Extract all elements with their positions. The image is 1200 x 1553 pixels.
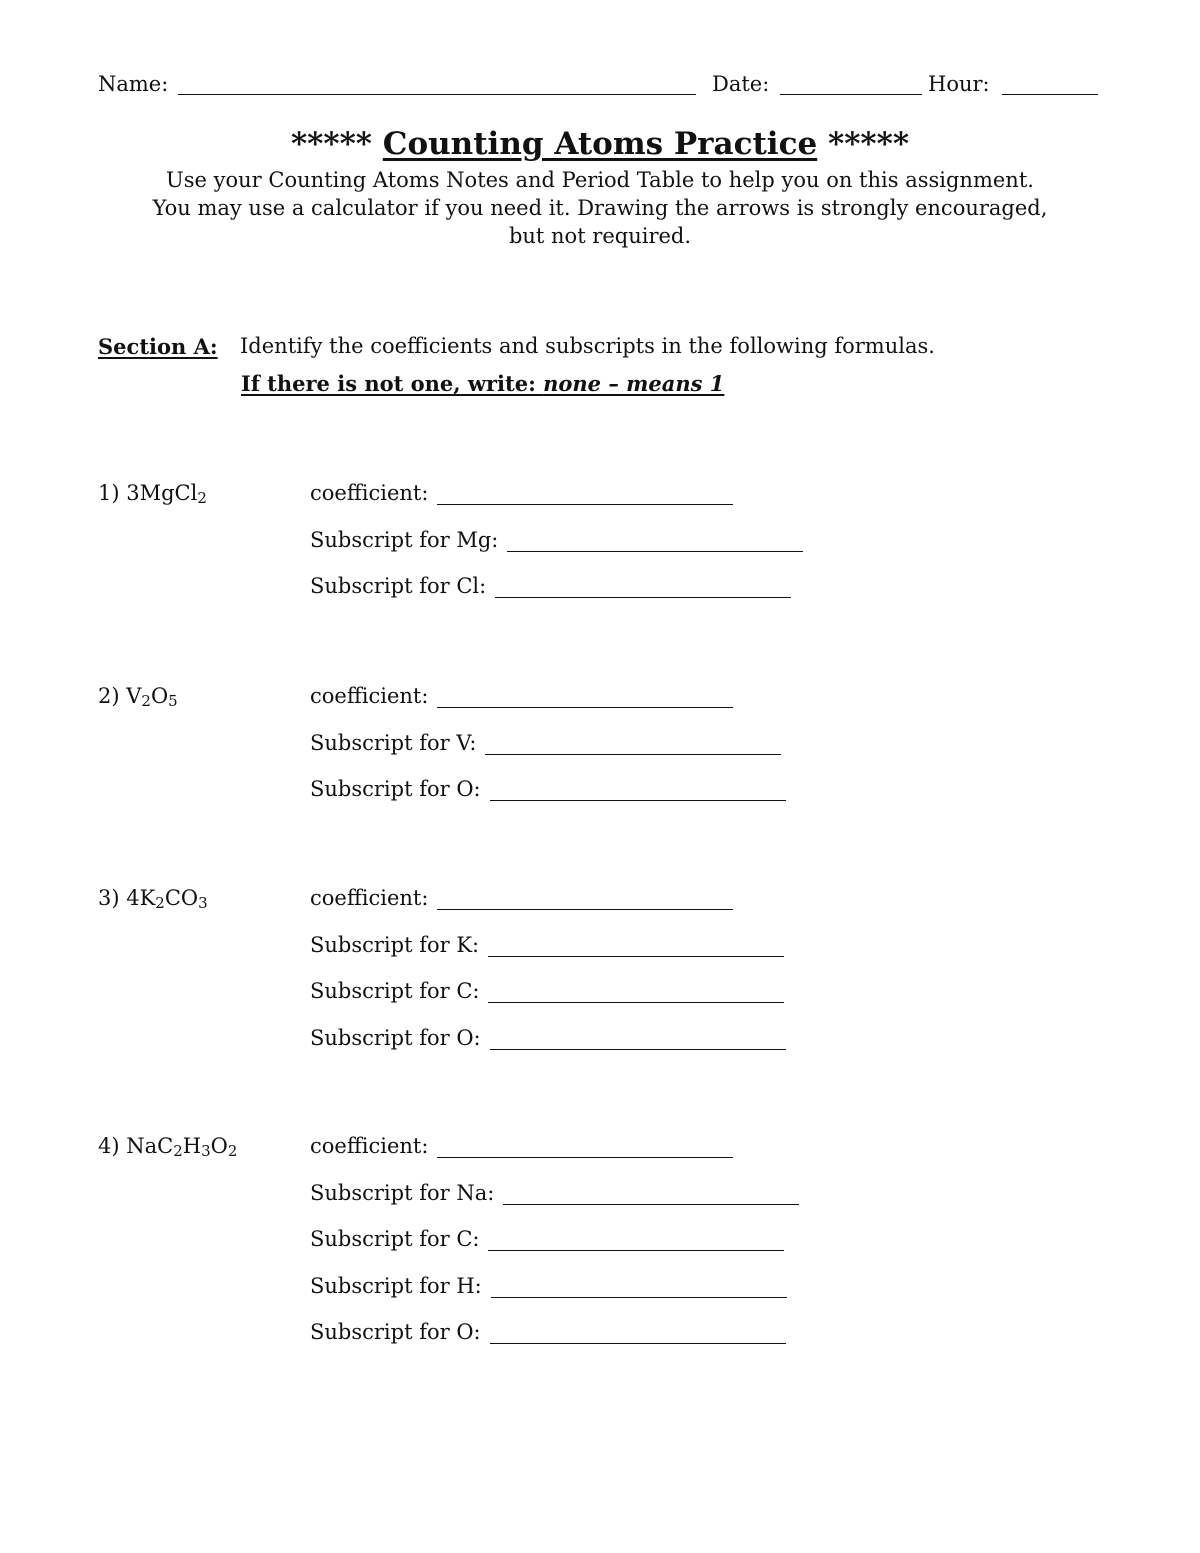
field-label: Subscript for K: — [310, 932, 480, 957]
formula-text: 4K — [126, 886, 156, 910]
field-label: Subscript for Mg: — [310, 527, 499, 552]
formula-subscript: 3 — [198, 894, 208, 912]
title-stars-left: ***** — [290, 126, 372, 162]
section-a-label: Section A: — [98, 334, 218, 359]
answer-blank[interactable] — [488, 956, 784, 957]
hour-blank[interactable] — [1002, 94, 1098, 95]
field-label: coefficient: — [310, 684, 429, 708]
problem-number: 2) — [98, 684, 127, 708]
formula-subscript: 2 — [197, 489, 207, 507]
name-label: Name: — [98, 72, 169, 96]
instructions-line-1: Use your Counting Atoms Notes and Period Table to help you on this assignment. — [166, 168, 1034, 192]
formula-text: CO — [164, 886, 199, 910]
field-label: Subscript for O: — [310, 777, 481, 801]
answer-blank[interactable] — [437, 909, 733, 910]
field-label: coefficient: — [310, 886, 429, 910]
formula-text: H — [182, 1134, 202, 1158]
answer-blank[interactable] — [495, 597, 791, 598]
problem-4-label — [98, 1134, 237, 1158]
field-label: Subscript for H: — [310, 1273, 482, 1298]
title-stars-right: ***** — [827, 126, 910, 162]
date-label: Date: — [712, 72, 770, 96]
problem-1-label — [98, 481, 207, 505]
answer-blank[interactable] — [485, 754, 781, 755]
answer-blank[interactable] — [437, 1157, 733, 1158]
problem-number: 1) — [98, 481, 127, 505]
name-blank[interactable] — [178, 94, 696, 95]
problem-3-label — [98, 886, 208, 910]
formula-subscript: 2 — [173, 1142, 183, 1160]
section-a-note-emphasis: none – means 1 — [543, 371, 725, 396]
formula-subscript: 2 — [227, 1142, 238, 1160]
formula-subscript: 5 — [168, 692, 178, 710]
field-label: Subscript for Cl: — [310, 574, 487, 598]
section-a-prompt: Identify the coefficients and subscripts in the following formulas. — [240, 334, 935, 358]
formula-text: NaC — [126, 1134, 174, 1158]
problem-formula — [126, 684, 177, 708]
instructions-line-3: but not required. — [508, 224, 692, 248]
problem-number: 4) — [98, 1134, 127, 1158]
problem-formula — [126, 1134, 237, 1158]
field-label: Subscript for O: — [310, 1025, 481, 1050]
instructions-line-2: You may use a calculator if you need it. Drawing the arrows is strongly encouraged, — [152, 196, 1048, 220]
problem-2-label — [98, 684, 178, 708]
problem-formula — [126, 886, 207, 910]
page-title — [0, 126, 1200, 162]
section-a-note — [241, 371, 724, 396]
problem-formula — [126, 481, 207, 505]
field-label: Subscript for C: — [310, 979, 480, 1003]
answer-blank[interactable] — [490, 800, 786, 801]
date-blank[interactable] — [780, 94, 922, 95]
field-label: Subscript for O: — [310, 1320, 481, 1344]
formula-text: 3MgCl — [126, 481, 198, 505]
formula-subscript: 2 — [155, 894, 165, 912]
answer-blank[interactable] — [503, 1204, 799, 1205]
answer-blank[interactable] — [488, 1250, 784, 1251]
answer-blank[interactable] — [488, 1002, 784, 1003]
answer-blank[interactable] — [507, 551, 803, 552]
field-label: Subscript for Na: — [310, 1180, 495, 1205]
problem-number: 3) — [98, 886, 127, 910]
hour-label: Hour: — [928, 72, 990, 96]
field-label: Subscript for C: — [310, 1227, 480, 1251]
answer-blank[interactable] — [490, 1343, 786, 1344]
answer-blank[interactable] — [490, 1049, 786, 1050]
field-label: coefficient: — [310, 481, 429, 505]
field-label: coefficient: — [310, 1134, 429, 1158]
answer-blank[interactable] — [437, 707, 733, 708]
formula-text: O — [210, 1134, 228, 1158]
formula-text: O — [150, 684, 169, 708]
section-a-note-prefix: If there is not one, write: — [241, 371, 544, 396]
formula-subscript: 3 — [201, 1142, 211, 1160]
formula-subscript: 2 — [141, 692, 151, 710]
field-label: Subscript for V: — [310, 730, 477, 755]
answer-blank[interactable] — [437, 504, 733, 505]
answer-blank[interactable] — [491, 1297, 787, 1298]
formula-text: V — [126, 684, 142, 708]
title-main: Counting Atoms Practice — [382, 126, 818, 162]
